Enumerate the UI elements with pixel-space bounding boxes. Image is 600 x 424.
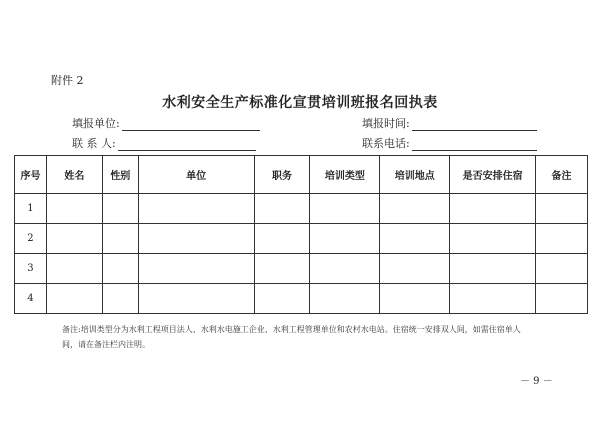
header-name: 姓名 [46,156,102,194]
header-remarks: 备注 [536,156,588,194]
cell-position[interactable] [254,254,310,284]
cell-unit[interactable] [138,254,254,284]
cell-gender[interactable] [102,254,138,284]
fill-time-label: 填报时间: [362,117,410,130]
header-gender: 性别 [102,156,138,194]
contact-phone-blank[interactable] [412,138,537,151]
row-index: 2 [15,224,47,254]
header-training-location: 培训地点 [380,156,450,194]
cell-training-location[interactable] [380,194,450,224]
cell-accommodation[interactable] [450,194,536,224]
fill-unit-label: 填报单位: [72,117,120,130]
cell-training-type[interactable] [310,254,380,284]
cell-position[interactable] [254,224,310,254]
table-row [15,254,588,284]
cell-remarks[interactable] [536,224,588,254]
header-accommodation: 是否安排住宿 [450,156,536,194]
header-index: 序号 [15,156,47,194]
registration-table [14,155,588,314]
table-row [15,224,588,254]
cell-position[interactable] [254,284,310,314]
cell-training-type[interactable] [310,224,380,254]
cell-training-location[interactable] [380,224,450,254]
cell-unit[interactable] [138,284,254,314]
cell-name[interactable] [46,284,102,314]
cell-training-type[interactable] [310,194,380,224]
remarks-note-line1: 备注:培训类型分为水利工程项目法人、水利水电施工企业、水利工程管理单位和农村水电站。住宿统一安排双人间，如需住宿单人 [62,325,521,334]
cell-accommodation[interactable] [450,224,536,254]
table-row [15,284,588,314]
contact-phone-field [362,135,537,151]
cell-gender[interactable] [102,284,138,314]
header-unit: 单位 [138,156,254,194]
form-title: 水利安全生产标准化宣贯培训班报名回执表 [162,95,438,111]
fill-time-blank[interactable] [412,118,537,131]
cell-accommodation[interactable] [450,284,536,314]
cell-gender[interactable] [102,194,138,224]
fill-unit-blank[interactable] [122,118,260,131]
cell-unit[interactable] [138,224,254,254]
cell-name[interactable] [46,194,102,224]
contact-phone-label: 联系电话: [362,137,410,150]
table-row [15,194,588,224]
header-training-type: 培训类型 [310,156,380,194]
table-header-row [15,156,588,194]
attachment-label: 附件 2 [51,74,84,87]
row-index: 3 [15,254,47,284]
cell-gender[interactable] [102,224,138,254]
row-index: 1 [15,194,47,224]
fill-time-field [362,115,537,131]
row-index: 4 [15,284,47,314]
contact-person-label: 联 系 人: [72,137,116,150]
contact-person-blank[interactable] [118,138,256,151]
cell-unit[interactable] [138,194,254,224]
cell-position[interactable] [254,194,310,224]
contact-person-field [72,135,256,151]
cell-training-location[interactable] [380,254,450,284]
cell-remarks[interactable] [536,284,588,314]
header-position: 职务 [254,156,310,194]
cell-training-type[interactable] [310,284,380,314]
remarks-note [62,322,522,352]
cell-remarks[interactable] [536,254,588,284]
page-number: － 9 － [520,376,553,387]
fill-unit-field [72,115,260,131]
cell-name[interactable] [46,224,102,254]
cell-training-location[interactable] [380,284,450,314]
cell-name[interactable] [46,254,102,284]
cell-accommodation[interactable] [450,254,536,284]
remarks-note-line2: 间，请在备注栏内注明。 [62,340,150,349]
cell-remarks[interactable] [536,194,588,224]
